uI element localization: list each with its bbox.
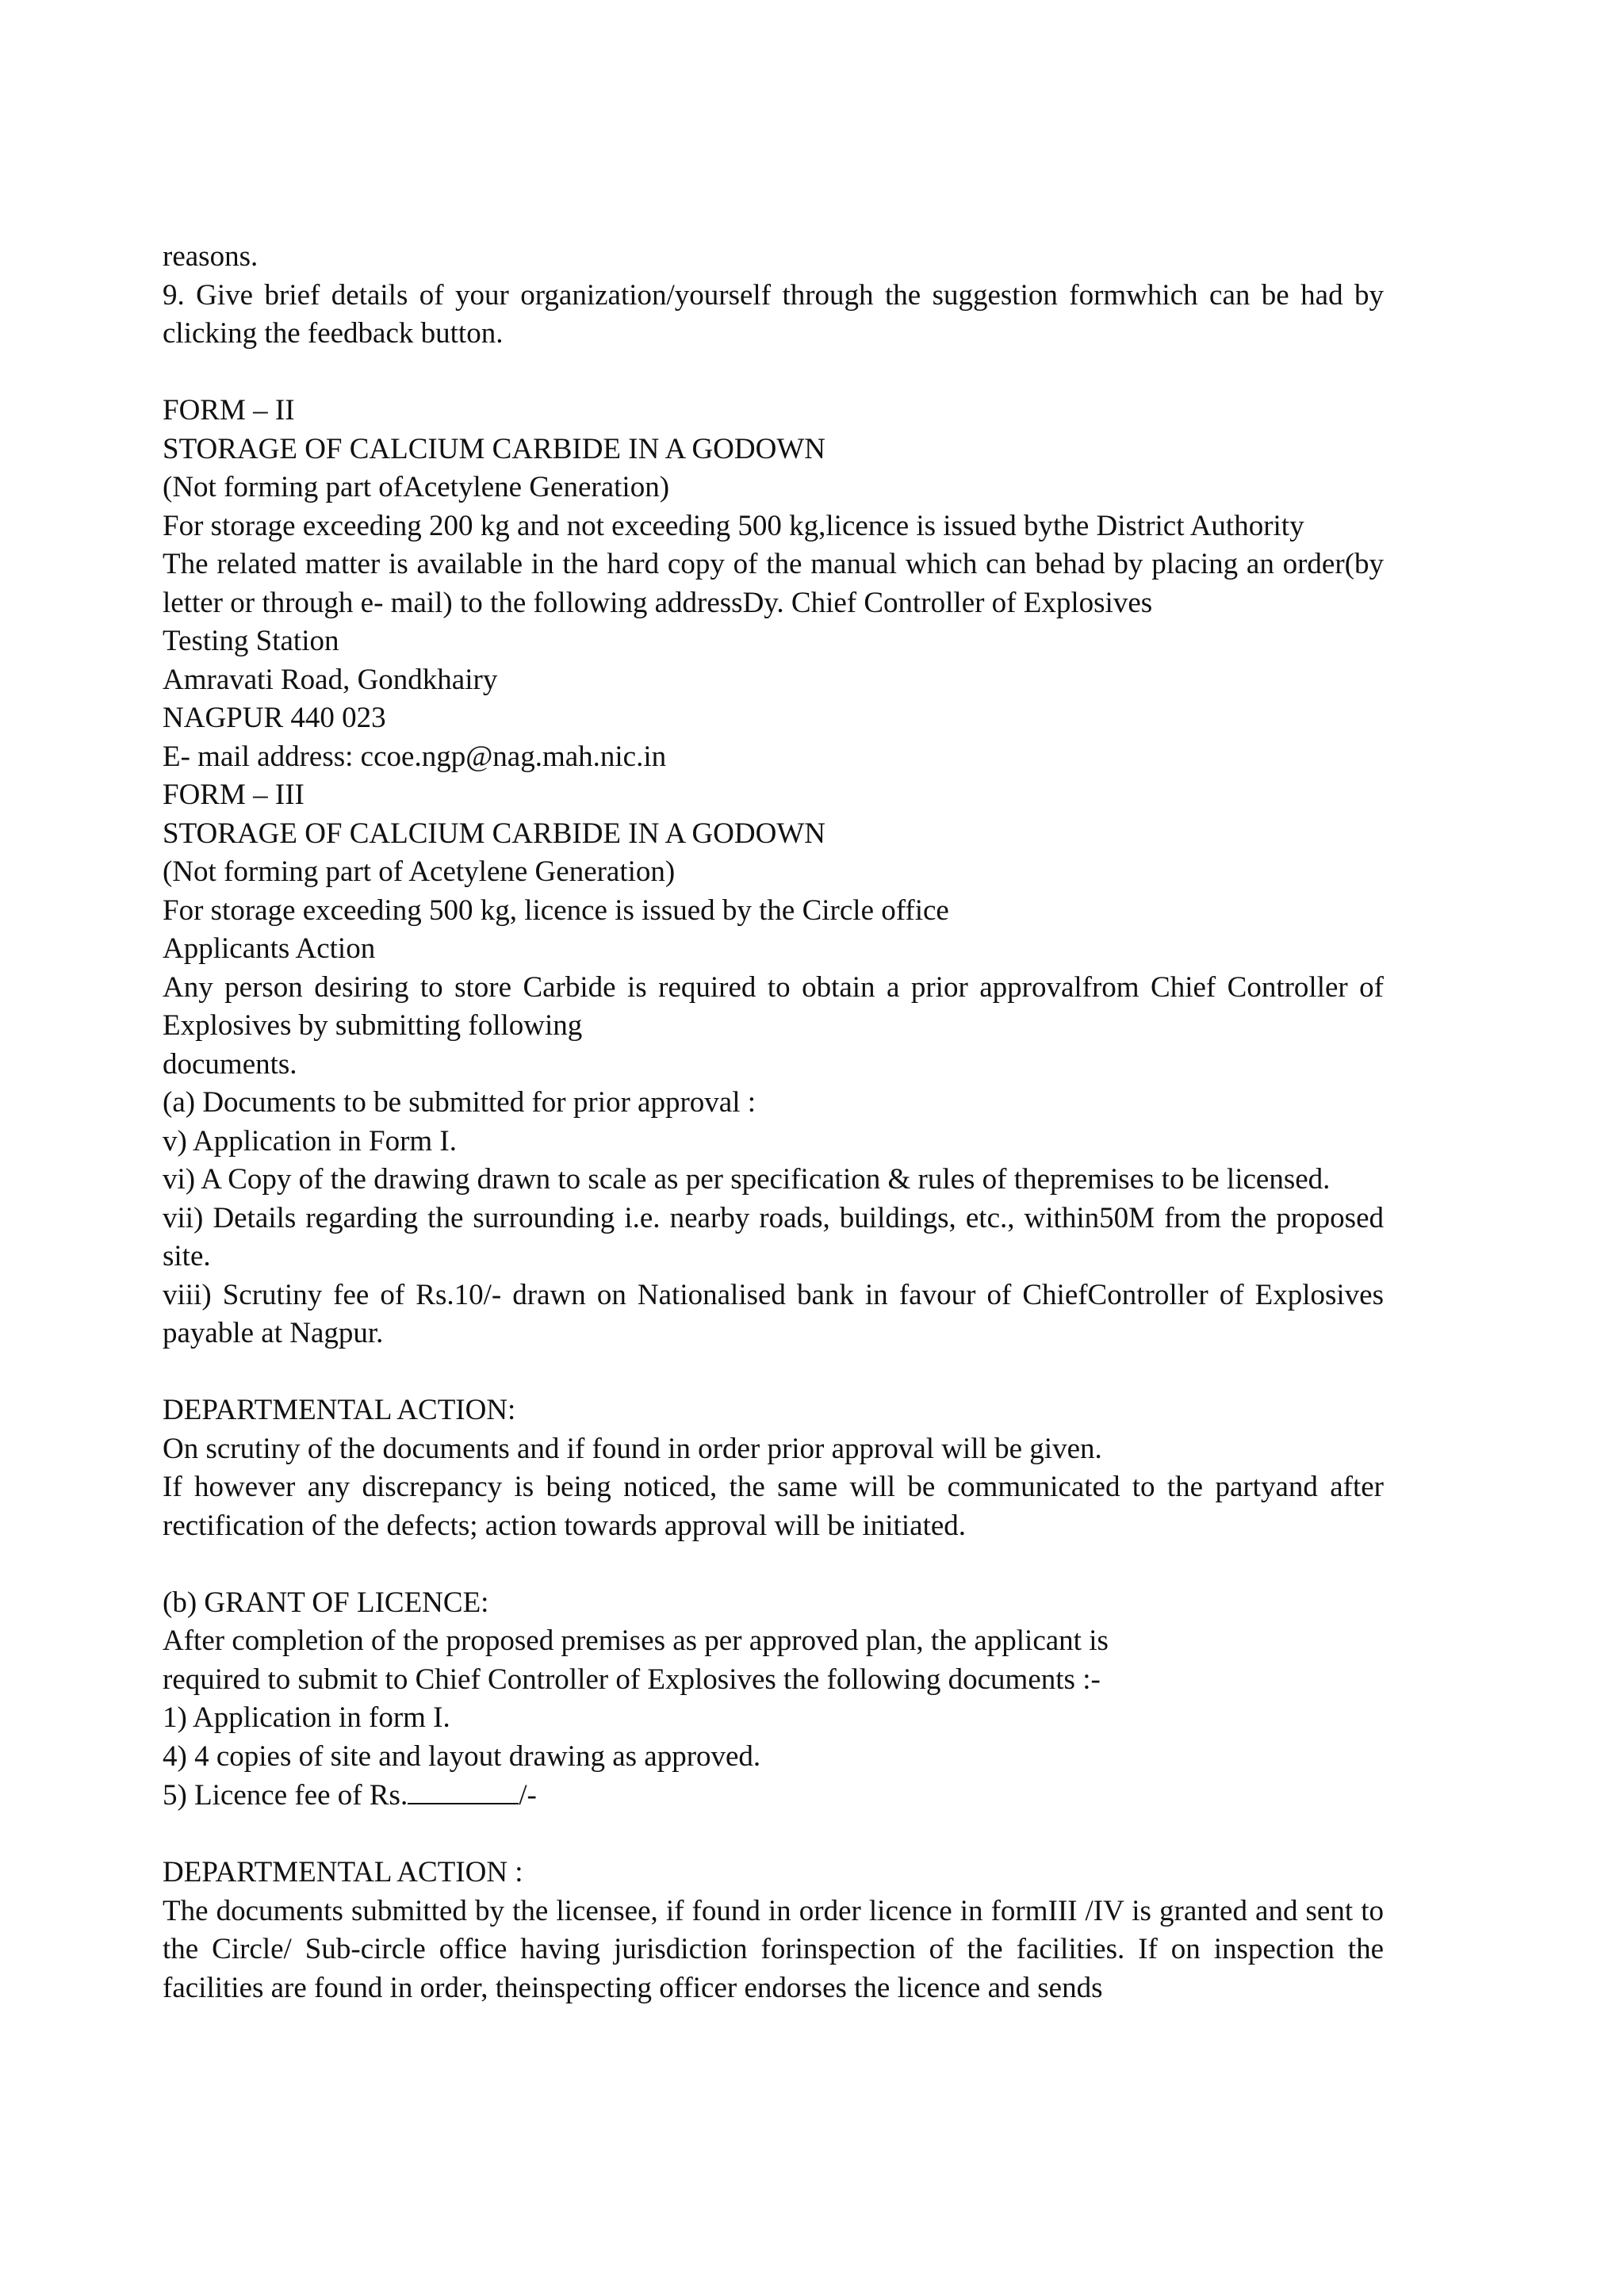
spacer [163, 1816, 1384, 1854]
form-iii-title: STORAGE OF CALCIUM CARBIDE IN A GODOWN [163, 817, 825, 850]
form-ii-storage-limits: For storage exceeding 200 kg and not exceeding 500 kg,licence is issued bythe District Authority [163, 509, 1304, 542]
licence-fee-blank [408, 1776, 519, 1804]
form-ii-title: STORAGE OF CALCIUM CARBIDE IN A GODOWN [163, 432, 825, 465]
item-9-feedback: 9. Give brief details of your organization/yourself through the suggestion formwhich can be had by clicking the feedback button. [163, 278, 1384, 350]
prior-approval-item-viii: viii) Scrutiny fee of Rs.10/- drawn on Nationalised bank in favour of ChiefController of Explosives payable at Nagpur. [163, 1278, 1384, 1349]
grant-of-licence-text-1: After completion of the proposed premises as per approved plan, the applicant is [163, 1624, 1109, 1657]
document-body [163, 238, 1384, 2007]
licence-fee-label: 5) Licence fee of Rs. [163, 1779, 408, 1812]
heading-form-ii: FORM – II [163, 394, 295, 427]
licence-fee-suffix: /- [519, 1779, 537, 1812]
email-address: E- mail address: ccoe.ngp@nag.mah.nic.in [163, 740, 667, 773]
applicants-action-text-end: documents. [163, 1047, 297, 1081]
grant-item-1: 1) Application in form I. [163, 1701, 450, 1734]
spacer [163, 1353, 1384, 1392]
form-iii-subtitle: (Not forming part of Acetylene Generation) [163, 855, 676, 888]
grant-of-licence-heading: (b) GRANT OF LICENCE: [163, 1586, 489, 1619]
address-line-3: NAGPUR 440 023 [163, 702, 386, 734]
grant-item-5 [163, 1776, 1384, 1816]
prior-approval-heading: (a) Documents to be submitted for prior approval : [163, 1086, 756, 1119]
text-line-reasons: reasons. [163, 240, 259, 273]
spacer [163, 1545, 1384, 1584]
prior-approval-item-v: v) Application in Form I. [163, 1124, 457, 1158]
departmental-action-heading-2: DEPARTMENTAL ACTION : [163, 1856, 523, 1888]
applicants-action-heading: Applicants Action [163, 932, 376, 965]
departmental-action-text-1: On scrutiny of the documents and if found in order prior approval will be given. [163, 1432, 1102, 1465]
departmental-action-text-3: The documents submitted by the licensee, if found in order licence in formIII /IV is granted and sent to the Circle/ Sub-circle office having jurisdiction forinspection of the facilities. If on inspection the facilities are found in order, theinspecting officer endorses the licence and sends [163, 1894, 1384, 2004]
prior-approval-item-vi: vi) A Copy of the drawing drawn to scale as per specification & rules of thepremises to be licensed. [163, 1163, 1331, 1196]
address-line-2: Amravati Road, Gondkhairy [163, 663, 498, 696]
prior-approval-item-vii: vii) Details regarding the surrounding i.e. nearby roads, buildings, etc., within50M from the proposed site. [163, 1201, 1384, 1272]
departmental-action-text-2: If however any discrepancy is being noticed, the same will be communicated to the partyand after rectification of the defects; action towards approval will be initiated. [163, 1471, 1384, 1542]
form-ii-manual-info: The related matter is available in the hard copy of the manual which can behad by placing an order(by letter or through e- mail) to the following addressDy. Chief Controller of Explosives [163, 548, 1384, 619]
form-iii-storage-limits: For storage exceeding 500 kg, licence is issued by the Circle office [163, 894, 949, 927]
departmental-action-heading-1: DEPARTMENTAL ACTION: [163, 1394, 516, 1426]
applicants-action-text: Any person desiring to store Carbide is required to obtain a prior approvalfrom Chief Controller of Explosives by submitting following [163, 970, 1384, 1042]
spacer [163, 354, 1384, 392]
grant-of-licence-text-2: required to submit to Chief Controller of Explosives the following documents :- [163, 1663, 1101, 1696]
address-line-1: Testing Station [163, 625, 339, 657]
heading-form-iii: FORM – III [163, 779, 304, 811]
form-ii-subtitle: (Not forming part ofAcetylene Generation) [163, 471, 670, 503]
grant-item-4: 4) 4 copies of site and layout drawing as approved. [163, 1739, 761, 1773]
